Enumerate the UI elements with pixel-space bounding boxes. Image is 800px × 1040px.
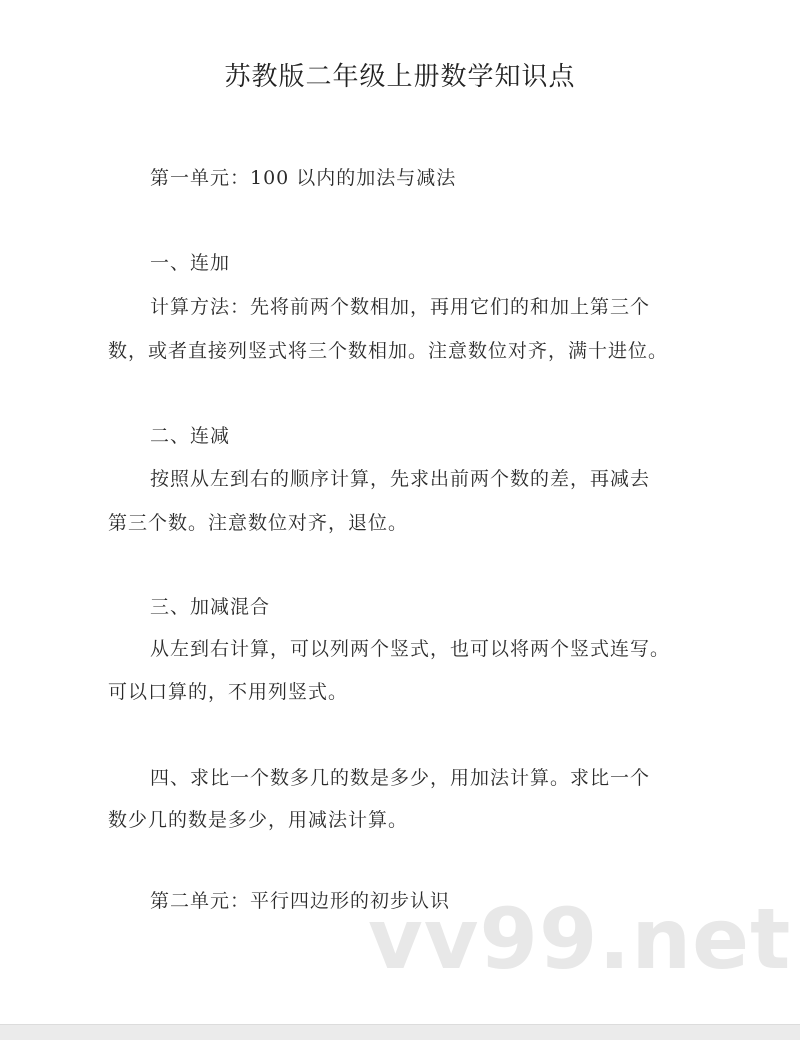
section4-line2: 数少几的数是多少，用减法计算。 [108, 809, 409, 831]
section3-heading: 三、加减混合 [150, 596, 271, 618]
section1-line2: 数，或者直接列竖式将三个数相加。注意数位对齐，满十进位。 [108, 340, 669, 362]
section1-line1: 计算方法：先将前两个数相加，再用它们的和加上第三个 [150, 296, 651, 318]
section2-heading: 二、连减 [150, 425, 231, 447]
section2-line2: 第三个数。注意数位对齐，退位。 [108, 512, 409, 534]
viewer-bottom-edge [0, 1024, 800, 1040]
watermark: vv99.net [368, 890, 792, 988]
section2-line1: 按照从左到右的顺序计算，先求出前两个数的差，再减去 [150, 468, 651, 490]
section4-line1: 四、求比一个数多几的数是多少，用加法计算。求比一个 [150, 767, 651, 789]
section1-heading: 一、连加 [150, 252, 231, 274]
section3-line1: 从左到右计算，可以列两个竖式，也可以将两个竖式连写。 [150, 638, 671, 660]
document-title: 苏教版二年级上册数学知识点 [224, 62, 576, 92]
section3-line2: 可以口算的，不用列竖式。 [108, 681, 349, 703]
unit2-heading: 第二单元：平行四边形的初步认识 [150, 890, 451, 912]
unit1-heading: 第一单元：100 以内的加法与减法 [150, 167, 457, 189]
